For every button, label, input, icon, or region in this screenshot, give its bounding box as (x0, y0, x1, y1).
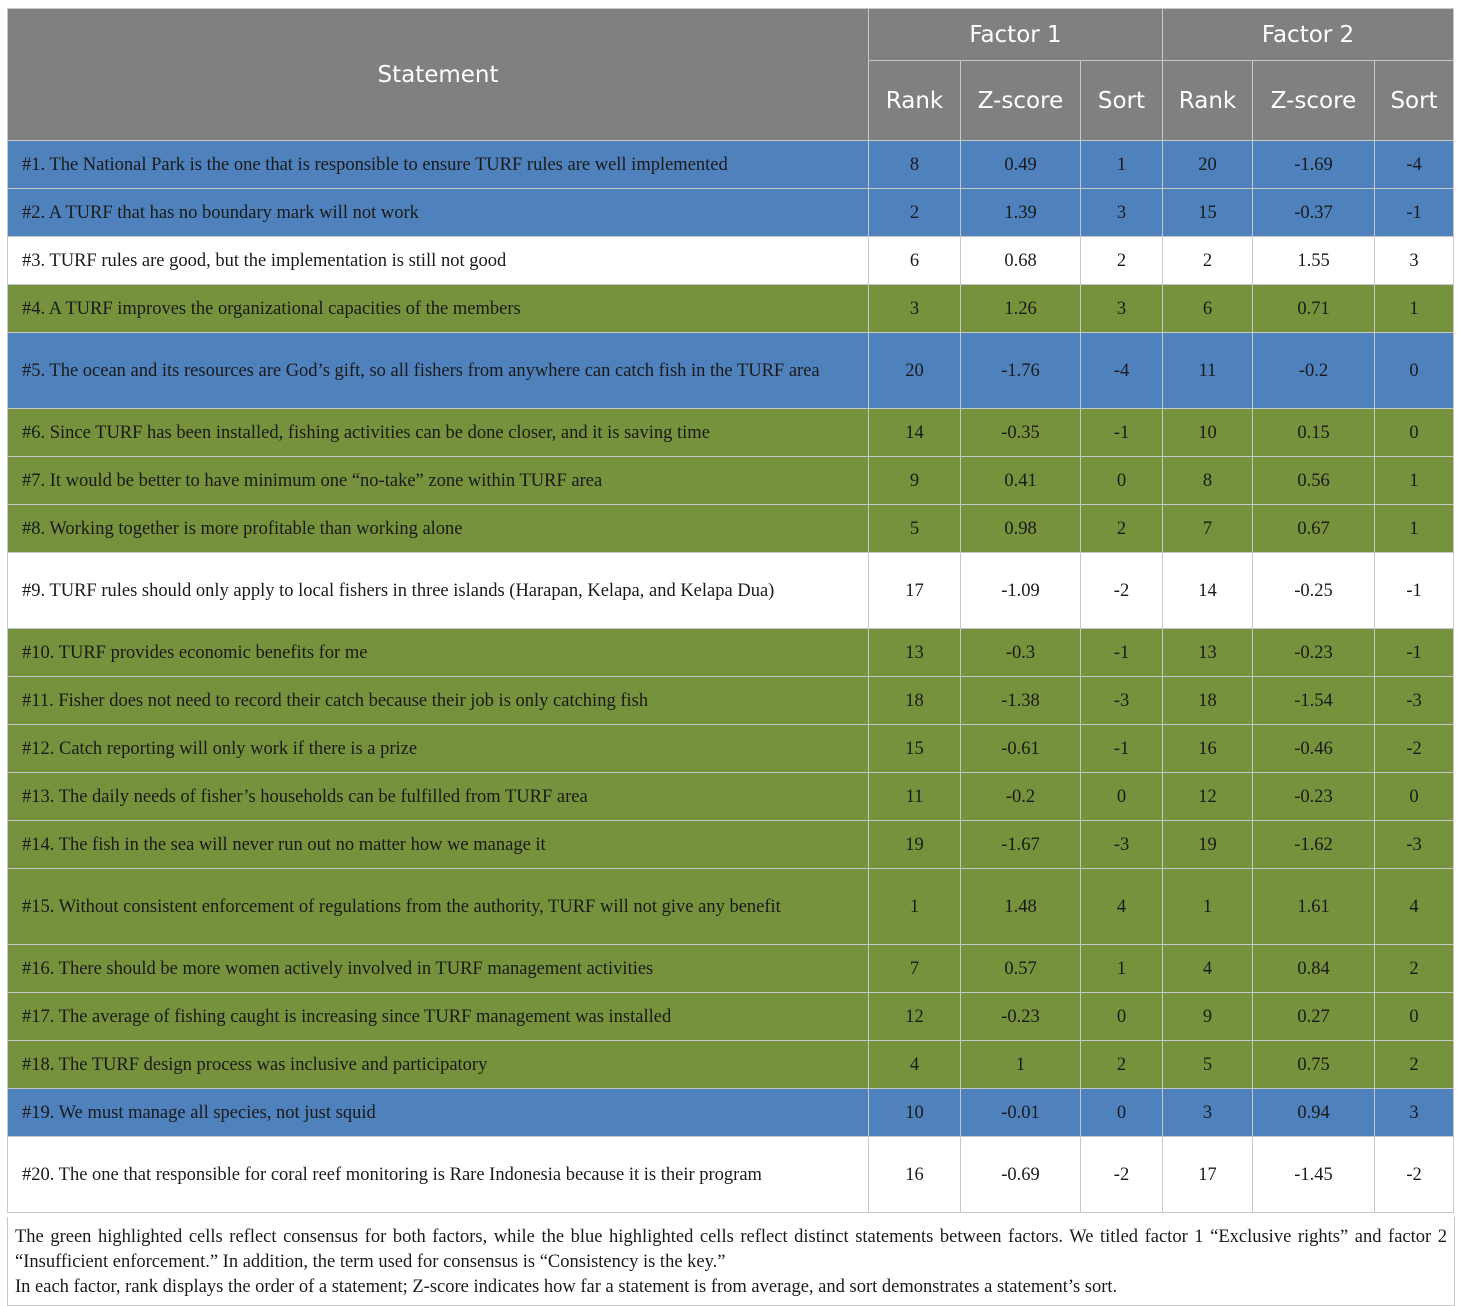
factor1-sort-cell: 4 (1081, 869, 1163, 945)
factor2-sort-cell: 0 (1375, 773, 1454, 821)
factor2-sort-cell: 2 (1375, 945, 1454, 993)
table-row (8, 505, 1454, 553)
factor1-sort-header: Sort (1081, 61, 1163, 141)
factor2-zscore-cell: -0.37 (1253, 189, 1375, 237)
table-row (8, 457, 1454, 505)
factor1-rank-cell: 4 (869, 1041, 961, 1089)
factor2-zscore-cell: 0.56 (1253, 457, 1375, 505)
factor2-zscore-cell: 1.55 (1253, 237, 1375, 285)
factor1-zscore-cell: 1.48 (961, 869, 1081, 945)
factor2-rank-cell: 6 (1163, 285, 1253, 333)
statement-cell: #12. Catch reporting will only work if there is a prize (8, 725, 869, 773)
factor1-rank-cell: 11 (869, 773, 961, 821)
factor1-sort-cell: 0 (1081, 1089, 1163, 1137)
statement-cell: #16. There should be more women actively involved in TURF management activities (8, 945, 869, 993)
factor2-rank-cell: 4 (1163, 945, 1253, 993)
factor1-zscore-cell: -1.67 (961, 821, 1081, 869)
statement-cell: #17. The average of fishing caught is increasing since TURF management was installed (8, 993, 869, 1041)
table-container (7, 8, 1453, 1213)
factor2-rank-header: Rank (1163, 61, 1253, 141)
factor2-zscore-cell: 0.75 (1253, 1041, 1375, 1089)
factor1-rank-cell: 5 (869, 505, 961, 553)
q-sort-table (7, 8, 1454, 1213)
factor1-zscore-cell: 0.68 (961, 237, 1081, 285)
factor2-rank-cell: 2 (1163, 237, 1253, 285)
factor2-sort-cell: -2 (1375, 1137, 1454, 1213)
factor2-sort-cell: 1 (1375, 505, 1454, 553)
factor2-sort-cell: 4 (1375, 869, 1454, 945)
factor2-rank-cell: 17 (1163, 1137, 1253, 1213)
factor2-zscore-cell: -1.69 (1253, 141, 1375, 189)
statement-header: Statement (8, 9, 869, 141)
statement-cell: #19. We must manage all species, not just squid (8, 1089, 869, 1137)
factor1-zscore-cell: 0.57 (961, 945, 1081, 993)
factor2-rank-cell: 8 (1163, 457, 1253, 505)
statement-cell: #1. The National Park is the one that is responsible to ensure TURF rules are well implemented (8, 141, 869, 189)
factor1-rank-cell: 20 (869, 333, 961, 409)
factor2-zscore-cell: -0.46 (1253, 725, 1375, 773)
factor2-zscore-cell: -0.2 (1253, 333, 1375, 409)
statement-cell: #20. The one that responsible for coral reef monitoring is Rare Indonesia because it is their program (8, 1137, 869, 1213)
statement-cell: #8. Working together is more profitable than working alone (8, 505, 869, 553)
factor1-zscore-cell: 1.39 (961, 189, 1081, 237)
factor2-sort-cell: -3 (1375, 821, 1454, 869)
factor1-rank-cell: 8 (869, 141, 961, 189)
factor1-zscore-cell: -0.35 (961, 409, 1081, 457)
factor1-rank-cell: 7 (869, 945, 961, 993)
factor2-zscore-cell: 0.27 (1253, 993, 1375, 1041)
table-body (8, 141, 1454, 1213)
table-row (8, 1089, 1454, 1137)
factor1-rank-cell: 9 (869, 457, 961, 505)
factor2-zscore-cell: 0.84 (1253, 945, 1375, 993)
statement-cell: #13. The daily needs of fisher’s households can be fulfilled from TURF area (8, 773, 869, 821)
factor1-rank-cell: 3 (869, 285, 961, 333)
factor2-sort-cell: -1 (1375, 189, 1454, 237)
statement-cell: #4. A TURF improves the organizational capacities of the members (8, 285, 869, 333)
factor2-sort-cell: 0 (1375, 409, 1454, 457)
table-footnote (7, 1217, 1455, 1306)
factor2-rank-cell: 10 (1163, 409, 1253, 457)
factor1-zscore-cell: 0.98 (961, 505, 1081, 553)
table-row (8, 285, 1454, 333)
table-row (8, 189, 1454, 237)
factor1-zscore-cell: -0.2 (961, 773, 1081, 821)
table-row (8, 1137, 1454, 1213)
table-row (8, 409, 1454, 457)
factor1-zscore-cell: 0.41 (961, 457, 1081, 505)
factor1-zscore-cell: -0.01 (961, 1089, 1081, 1137)
factor1-sort-cell: 2 (1081, 505, 1163, 553)
factor2-rank-cell: 15 (1163, 189, 1253, 237)
table-row (8, 677, 1454, 725)
footnote-line-1: The green highlighted cells reflect consensus for both factors, while the blue highlighted cells reflect distinct statements between factors. We titled factor 1 “Exclusive rights” and factor 2 “Insufficient enforcement.” In addition, the term used for consensus is “Consistency is the key.” (15, 1227, 1447, 1272)
table-row (8, 333, 1454, 409)
factor2-zscore-cell: 0.94 (1253, 1089, 1375, 1137)
factor1-rank-cell: 15 (869, 725, 961, 773)
factor1-zscore-cell: -1.38 (961, 677, 1081, 725)
factor1-sort-cell: -1 (1081, 409, 1163, 457)
factor2-zscore-cell: -0.25 (1253, 553, 1375, 629)
factor2-sort-cell: 0 (1375, 333, 1454, 409)
factor2-sort-cell: -4 (1375, 141, 1454, 189)
statement-cell: #18. The TURF design process was inclusive and participatory (8, 1041, 869, 1089)
factor1-sort-cell: 2 (1081, 1041, 1163, 1089)
factor2-rank-cell: 9 (1163, 993, 1253, 1041)
factor2-sort-cell: -3 (1375, 677, 1454, 725)
factor1-sort-cell: 2 (1081, 237, 1163, 285)
factor1-rank-cell: 6 (869, 237, 961, 285)
factor1-rank-cell: 18 (869, 677, 961, 725)
table-row (8, 1041, 1454, 1089)
factor1-zscore-cell: 1.26 (961, 285, 1081, 333)
factor1-header: Factor 1 (869, 9, 1163, 61)
footnote-line-2: In each factor, rank displays the order of a statement; Z-score indicates how far a statement is from average, and sort demonstrates a statement’s sort. (15, 1277, 1118, 1297)
factor1-sort-cell: -3 (1081, 677, 1163, 725)
factor2-sort-cell: 0 (1375, 993, 1454, 1041)
factor2-sort-cell: 1 (1375, 285, 1454, 333)
factor2-rank-cell: 7 (1163, 505, 1253, 553)
factor2-rank-cell: 18 (1163, 677, 1253, 725)
factor2-sort-cell: -2 (1375, 725, 1454, 773)
factor2-sort-cell: -1 (1375, 629, 1454, 677)
factor1-zscore-cell: -0.61 (961, 725, 1081, 773)
factor2-sort-header: Sort (1375, 61, 1454, 141)
factor2-zscore-cell: -1.62 (1253, 821, 1375, 869)
statement-cell: #6. Since TURF has been installed, fishing activities can be done closer, and it is saving time (8, 409, 869, 457)
factor1-rank-header: Rank (869, 61, 961, 141)
factor1-sort-cell: -3 (1081, 821, 1163, 869)
factor2-zscore-cell: -0.23 (1253, 629, 1375, 677)
factor1-sort-cell: -1 (1081, 629, 1163, 677)
factor1-rank-cell: 19 (869, 821, 961, 869)
factor2-sort-cell: 1 (1375, 457, 1454, 505)
factor2-zscore-cell: 0.15 (1253, 409, 1375, 457)
factor1-sort-cell: -4 (1081, 333, 1163, 409)
table-row (8, 821, 1454, 869)
table-row (8, 869, 1454, 945)
factor1-rank-cell: 1 (869, 869, 961, 945)
factor1-rank-cell: 17 (869, 553, 961, 629)
factor1-sort-cell: 0 (1081, 993, 1163, 1041)
factor2-rank-cell: 13 (1163, 629, 1253, 677)
table-row (8, 629, 1454, 677)
factor2-rank-cell: 20 (1163, 141, 1253, 189)
factor2-zscore-cell: -1.54 (1253, 677, 1375, 725)
statement-cell: #5. The ocean and its resources are God’s gift, so all fishers from anywhere can catch fish in the TURF area (8, 333, 869, 409)
table-row (8, 725, 1454, 773)
factor2-zscore-header: Z-score (1253, 61, 1375, 141)
factor1-zscore-cell: -1.76 (961, 333, 1081, 409)
table-row (8, 553, 1454, 629)
factor2-rank-cell: 14 (1163, 553, 1253, 629)
factor2-rank-cell: 5 (1163, 1041, 1253, 1089)
factor1-rank-cell: 13 (869, 629, 961, 677)
factor1-zscore-header: Z-score (961, 61, 1081, 141)
factor2-sort-cell: 3 (1375, 237, 1454, 285)
factor2-zscore-cell: 1.61 (1253, 869, 1375, 945)
statement-cell: #2. A TURF that has no boundary mark will not work (8, 189, 869, 237)
factor1-sort-cell: -1 (1081, 725, 1163, 773)
factor1-sort-cell: 1 (1081, 945, 1163, 993)
factor1-zscore-cell: -0.69 (961, 1137, 1081, 1213)
factor1-rank-cell: 10 (869, 1089, 961, 1137)
factor2-header: Factor 2 (1163, 9, 1454, 61)
statement-cell: #11. Fisher does not need to record their catch because their job is only catching fish (8, 677, 869, 725)
factor1-rank-cell: 16 (869, 1137, 961, 1213)
factor1-zscore-cell: -0.23 (961, 993, 1081, 1041)
factor1-zscore-cell: -0.3 (961, 629, 1081, 677)
factor2-sort-cell: 2 (1375, 1041, 1454, 1089)
factor1-sort-cell: 1 (1081, 141, 1163, 189)
factor1-zscore-cell: 1 (961, 1041, 1081, 1089)
factor2-sort-cell: -1 (1375, 553, 1454, 629)
factor1-sort-cell: -2 (1081, 1137, 1163, 1213)
statement-cell: #3. TURF rules are good, but the implementation is still not good (8, 237, 869, 285)
factor2-zscore-cell: -0.23 (1253, 773, 1375, 821)
factor2-rank-cell: 1 (1163, 869, 1253, 945)
statement-cell: #15. Without consistent enforcement of regulations from the authority, TURF will not give any benefit (8, 869, 869, 945)
factor1-sort-cell: 0 (1081, 773, 1163, 821)
factor2-rank-cell: 16 (1163, 725, 1253, 773)
factor2-sort-cell: 3 (1375, 1089, 1454, 1137)
factor2-zscore-cell: -1.45 (1253, 1137, 1375, 1213)
statement-cell: #9. TURF rules should only apply to local fishers in three islands (Harapan, Kelapa, and Kelapa Dua) (8, 553, 869, 629)
factor1-zscore-cell: 0.49 (961, 141, 1081, 189)
statement-cell: #10. TURF provides economic benefits for me (8, 629, 869, 677)
factor2-rank-cell: 19 (1163, 821, 1253, 869)
factor2-zscore-cell: 0.71 (1253, 285, 1375, 333)
factor2-zscore-cell: 0.67 (1253, 505, 1375, 553)
table-row (8, 773, 1454, 821)
statement-cell: #14. The fish in the sea will never run out no matter how we manage it (8, 821, 869, 869)
factor1-rank-cell: 14 (869, 409, 961, 457)
factor1-zscore-cell: -1.09 (961, 553, 1081, 629)
factor2-rank-cell: 3 (1163, 1089, 1253, 1137)
factor1-rank-cell: 12 (869, 993, 961, 1041)
factor1-sort-cell: 0 (1081, 457, 1163, 505)
table-row (8, 141, 1454, 189)
header-row-1 (8, 9, 1454, 61)
factor1-sort-cell: 3 (1081, 285, 1163, 333)
table-row (8, 237, 1454, 285)
factor1-sort-cell: 3 (1081, 189, 1163, 237)
factor1-sort-cell: -2 (1081, 553, 1163, 629)
factor2-rank-cell: 11 (1163, 333, 1253, 409)
table-row (8, 993, 1454, 1041)
statement-cell: #7. It would be better to have minimum one “no-take” zone within TURF area (8, 457, 869, 505)
factor2-rank-cell: 12 (1163, 773, 1253, 821)
factor1-rank-cell: 2 (869, 189, 961, 237)
table-row (8, 945, 1454, 993)
